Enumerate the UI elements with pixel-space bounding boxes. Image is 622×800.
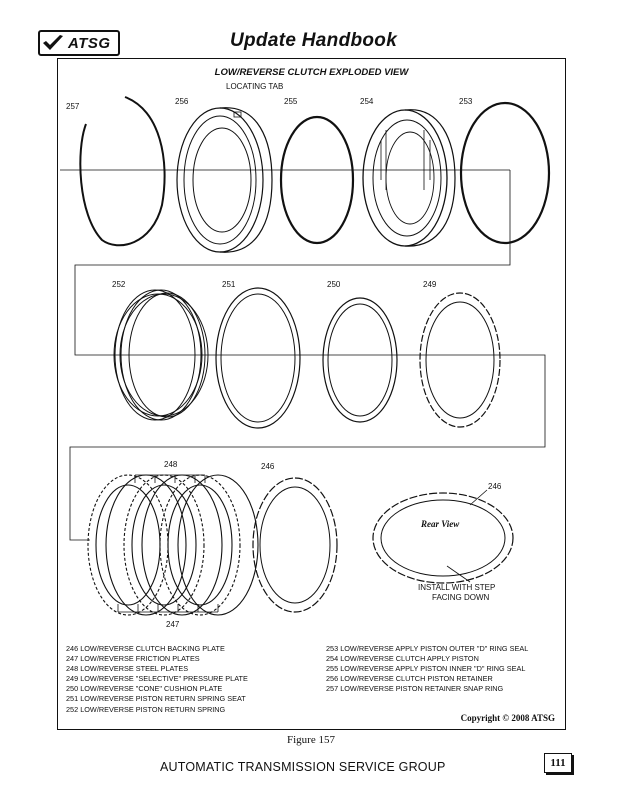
page-title: Update Handbook <box>230 30 398 51</box>
part-246-rear-view <box>373 493 513 583</box>
locating-tab-label: LOCATING TAB <box>226 82 284 91</box>
legend-item: 252 LOW/REVERSE PISTON RETURN SPRING <box>66 704 226 714</box>
legend-item: 255 LOW/REVERSE APPLY PISTON INNER "D" RING SEAL <box>326 664 526 674</box>
page-number: 111 <box>544 753 572 773</box>
part-250-cushion-plate <box>323 298 397 422</box>
part-256-piston-retainer <box>177 108 272 253</box>
part-249-pressure-plate <box>420 293 500 427</box>
callout-249: 249 <box>423 280 437 289</box>
rear-view-label: Rear View <box>421 519 460 529</box>
legend-item: 250 LOW/REVERSE "CONE" CUSHION PLATE <box>66 684 223 694</box>
legend-item: 254 LOW/REVERSE CLUTCH APPLY PISTON <box>326 654 479 664</box>
legend-item: 248 LOW/REVERSE STEEL PLATES <box>66 664 189 674</box>
part-257-snap-ring <box>80 97 164 245</box>
assembly-path-line <box>60 170 545 540</box>
logo-text: ATSG <box>68 34 111 52</box>
figure-caption: Figure 157 <box>287 734 335 746</box>
part-254-apply-piston <box>363 110 455 246</box>
part-255-inner-seal <box>281 117 353 243</box>
legend-item: 249 LOW/REVERSE "SELECTIVE" PRESSURE PLATE <box>66 674 248 684</box>
callout-251: 251 <box>222 280 236 289</box>
copyright: Copyright © 2008 ATSG <box>460 713 555 723</box>
install-note-line2: FACING DOWN <box>432 593 490 602</box>
callout-248: 248 <box>164 460 178 469</box>
legend-item: 246 LOW/REVERSE CLUTCH BACKING PLATE <box>66 644 225 653</box>
legend-item: 256 LOW/REVERSE CLUTCH PISTON RETAINER <box>326 674 493 684</box>
callout-256: 256 <box>175 97 189 106</box>
callout-250: 250 <box>327 280 341 289</box>
diagram-title: LOW/REVERSE CLUTCH EXPLODED VIEW <box>214 67 409 78</box>
legend-item: 257 LOW/REVERSE PISTON RETAINER SNAP RING <box>326 684 504 694</box>
legend-item: 247 LOW/REVERSE FRICTION PLATES <box>66 654 200 664</box>
callout-252: 252 <box>112 280 126 289</box>
callout-255: 255 <box>284 97 298 106</box>
part-247-248-clutch-pack <box>88 475 258 615</box>
callout-254: 254 <box>360 97 374 106</box>
callout-246-rear: 246 <box>488 482 502 491</box>
install-note-line1: INSTALL WITH STEP <box>418 583 496 592</box>
callout-253: 253 <box>459 97 473 106</box>
footer-org: AUTOMATIC TRANSMISSION SERVICE GROUP <box>160 760 446 774</box>
callout-246: 246 <box>261 462 275 471</box>
part-246-backing-plate <box>253 478 337 612</box>
part-251-spring-seat <box>216 288 300 428</box>
callout-257: 257 <box>66 102 80 111</box>
part-253-outer-seal <box>461 103 549 243</box>
legend-item: 253 LOW/REVERSE APPLY PISTON OUTER "D" RING SEAL <box>326 644 529 653</box>
legend-item: 251 LOW/REVERSE PISTON RETURN SPRING SEAT <box>66 694 246 704</box>
callout-247: 247 <box>166 620 180 629</box>
